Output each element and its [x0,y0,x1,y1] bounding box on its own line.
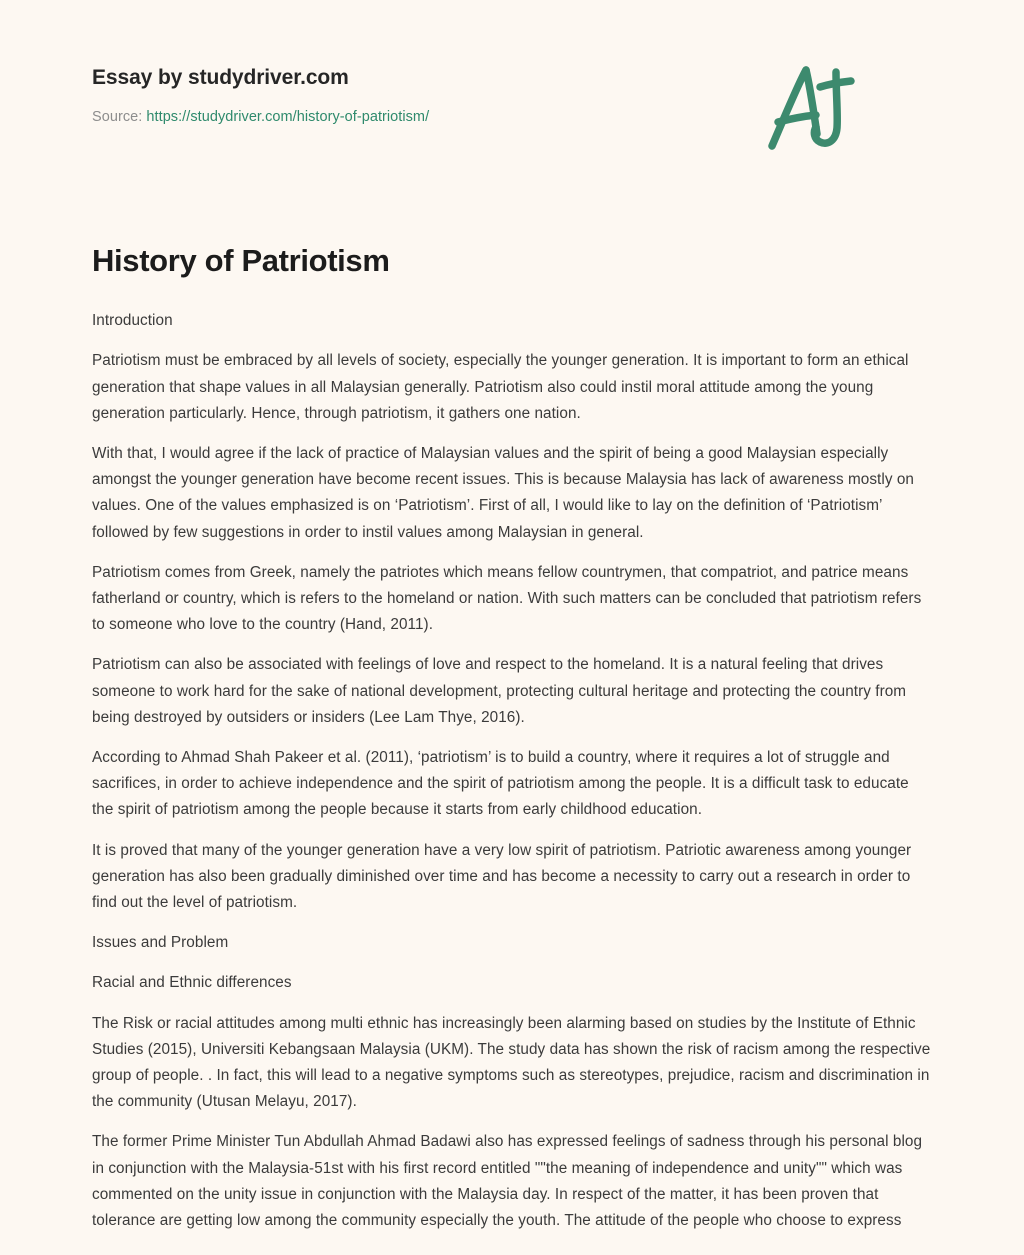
essay-byline: Essay by studydriver.com [92,66,349,89]
paragraph: Patriotism comes from Greek, namely the patriotes which means fellow countrymen, that compatriot, and patrice means fatherland or country, which is refers to the homeland or nation. With such matters can be concluded that patriotism refers to someone who love to the country (Hand, 2011). [92,563,922,634]
paragraph: Patriotism can also be associated with feelings of love and respect to the homeland. It is a natural feeling that drives someone to work hard for the sake of national development, protecting cultural heritage and protecting the country from being destroyed by outsiders or insiders (Lee Lam Thye, 2016). [92,656,907,726]
paragraph: It is proved that many of the younger generation have a very low spirit of patriotism. Patriotic awareness among younger generation has also been gradually diminished over time and has become a necessity to carry out a research in order to find out the level of patriotism. [92,841,912,912]
paragraph: Racial and Ethnic differences [92,974,292,992]
source-label: Source: [92,109,143,126]
paragraph-list [92,279,932,1234]
page-header [92,0,932,126]
studydriver-a-plus-logo[interactable] [756,62,860,158]
paragraph: According to Ahmad Shah Pakeer et al. (2011), ‘patriotism’ is to build a country, where it requires a lot of struggle and sacrifices, in order to achieve independence and the spirit of patriotism among the people. It is a difficult task to educate the spirit of patriotism among the people because it starts from early childhood education. [92,749,909,819]
source-url-link[interactable]: https://studydriver.com/history-of-patriotism/ [146,109,430,126]
paragraph: The Risk or racial attitudes among multi ethnic has increasingly been alarming based on studies by the Institute of Ethnic Studies (2015), Universiti Kebangsaan Malaysia (UKM). The study data has shown the risk of racism among the respective group of people. . In fact, this will lead to a negative symptoms such as stereotypes, prejudice, racism and discrimination in the community (Utusan Melayu, 2017). [92,1014,931,1111]
paragraph: Patriotism must be embraced by all levels of society, especially the younger generation. It is important to form an ethical generation that shape values in all Malaysian generally. Patriotism also could instil moral attitude among the young generation particularly. Hence, through patriotism, it gathers one nation. [92,352,909,422]
paragraph: Issues and Problem [92,934,229,952]
paragraph: With that, I would agree if the lack of practice of Malaysian values and the spirit of being a good Malaysian especially amongst the younger generation have become recent issues. This is because Malaysia has lack of awareness mostly on values. One of the values emphasized is on ‘Patriotism’. First of all, I would like to lay on the definition of ‘Patriotism’ followed by few suggestions in order to instil values among Malaysian in general. [92,445,914,541]
paragraph: The former Prime Minister Tun Abdullah Ahmad Badawi also has expressed feelings of sadness through his personal blog in conjunction with the Malaysia-51st with his first record entitled ""the meaning of independence and unity"" which was commented on the unity issue in conjunction with the Malaysia day. In respect of the matter, it has been proven that tolerance are getting low among the community especially the youth. The attitude of the people who choose to express [92,1133,923,1230]
article-body [92,118,932,1234]
page-title: History of Patriotism [92,243,390,278]
paragraph: Introduction [92,312,173,330]
